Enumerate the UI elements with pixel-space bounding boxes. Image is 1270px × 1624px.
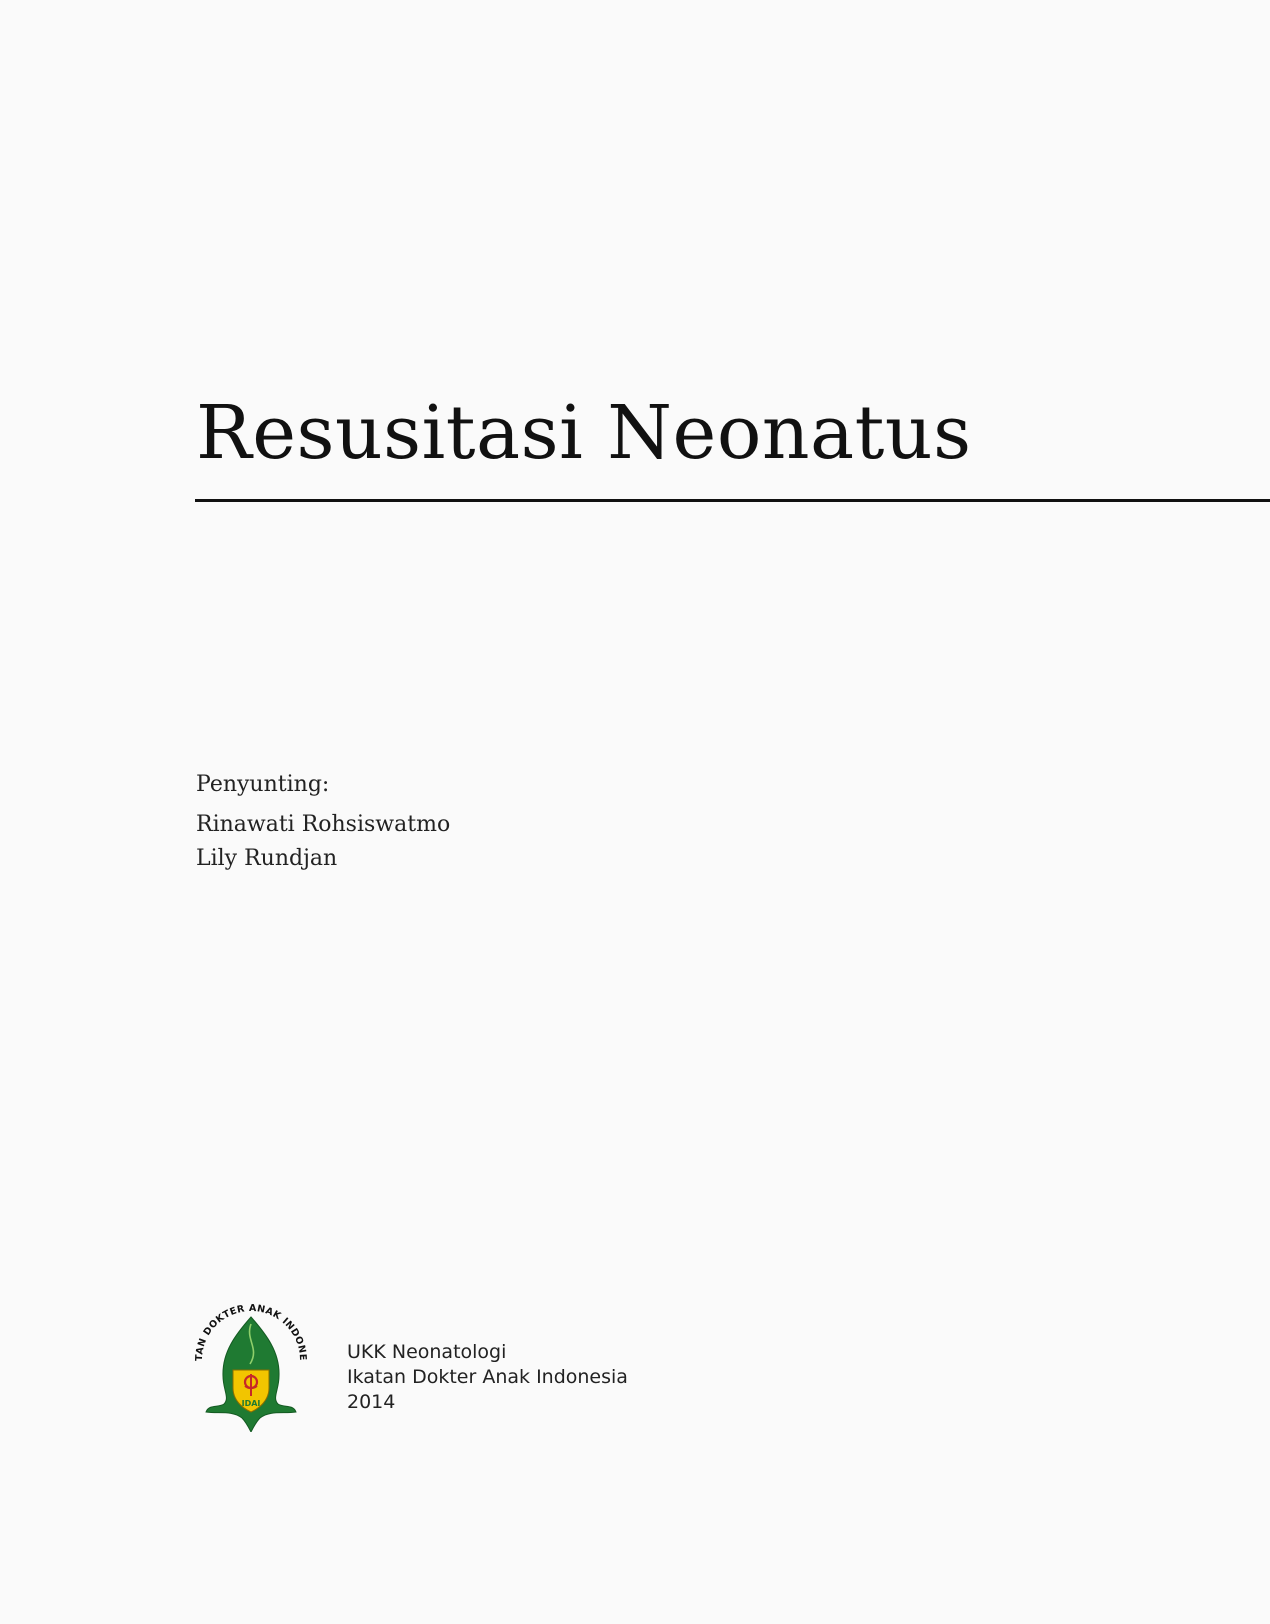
svg-text:IDAI: IDAI	[241, 1399, 261, 1408]
publisher-block	[347, 1340, 628, 1415]
svg-text:IKATAN DOKTER ANAK INDONESIA: TAN DOKTER ANAK INDONE	[193, 1302, 309, 1362]
idai-logo-icon	[190, 1290, 312, 1432]
editor-name: Lily Rundjan	[196, 846, 338, 871]
title-divider	[195, 499, 1270, 502]
idai-logo	[190, 1290, 312, 1432]
editors-label: Penyunting:	[196, 772, 330, 797]
publisher-organization: Ikatan Dokter Anak Indonesia	[347, 1366, 628, 1388]
publication-year: 2014	[347, 1391, 396, 1413]
editors-block	[196, 770, 450, 876]
publisher-unit: UKK Neonatologi	[347, 1341, 507, 1363]
document-title: Resusitasi Neonatus	[196, 390, 972, 476]
editor-name: Rinawati Rohsiswatmo	[196, 812, 451, 837]
